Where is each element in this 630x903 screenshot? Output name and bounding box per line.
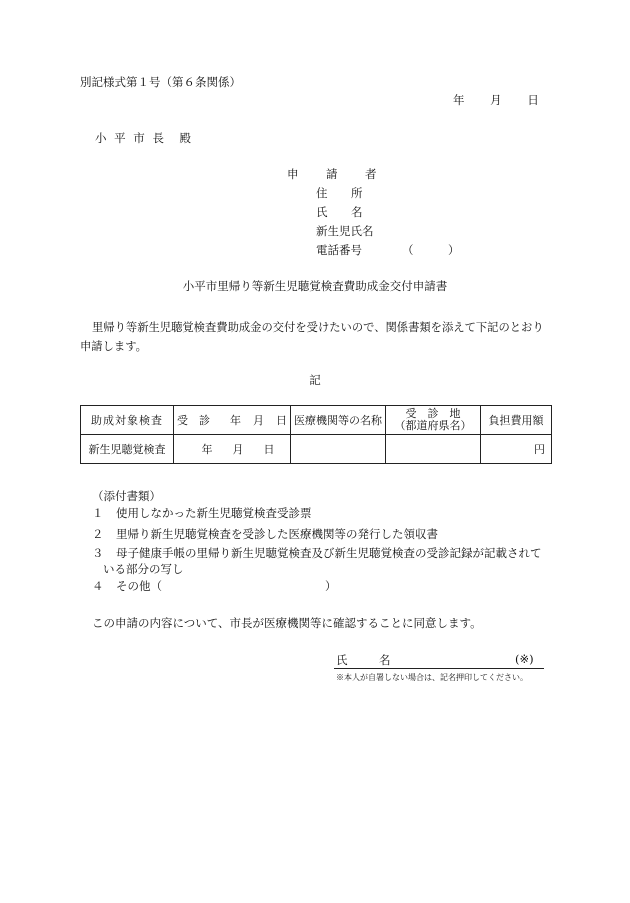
table-row <box>81 435 552 464</box>
form-id: 別記様式第１号（第６条関係） <box>80 75 241 89</box>
header-date-day: 日 <box>276 414 287 427</box>
attachment-item-2 <box>92 526 438 542</box>
attachment-num: ２ <box>92 527 104 541</box>
document-title: 小平市里帰り等新生児聴覚検査費助成金交付申請書 <box>182 279 448 293</box>
name-label: 氏 名 <box>316 205 369 219</box>
phone-label: 電話番号 <box>316 243 362 257</box>
header-exam: 助成対象検査 <box>81 406 174 435</box>
cell-date-year: 年 <box>201 443 213 456</box>
body-text: 里帰り等新生児聴覚検査費助成金の交付を受けたいので、関係書類を添えて下記のとおり申請します。 <box>80 321 544 353</box>
cell-facility[interactable] <box>291 435 386 464</box>
attachment-text: その他（ <box>116 579 162 593</box>
header-date-month: 月 <box>253 414 264 427</box>
phone-area-code: （ ） <box>402 243 460 257</box>
cell-exam: 新生児聴覚検査 <box>81 435 174 464</box>
header-location-line2: （都道府県名） <box>394 419 472 432</box>
cell-date-month: 月 <box>232 443 244 456</box>
applicant-label: 申 請 者 <box>287 167 385 181</box>
attachment-text: 母子健康手帳の里帰り新生児聴覚検査及び新生児聴覚検査の受診記録が記載されて <box>116 546 542 560</box>
attachment-text: 里帰り新生児聴覚検査を受診した医療機関等の発行した領収書 <box>116 527 438 541</box>
header-location <box>386 406 481 435</box>
cell-cost[interactable]: 円 <box>481 435 552 464</box>
application-table <box>80 405 552 464</box>
date-month-label: 月 <box>490 93 502 107</box>
attachment-num: ４ <box>92 579 104 593</box>
header-facility: 医療機関等の名称 <box>291 406 386 435</box>
cell-location[interactable] <box>386 435 481 464</box>
signature-note: ※本人が自署しない場合は、記名押印してください。 <box>336 673 528 682</box>
header-date-year: 年 <box>230 414 241 427</box>
date-line <box>453 92 539 108</box>
header-location-line1: 受 診 地 <box>405 407 461 420</box>
header-date-prefix: 受 診 <box>177 414 210 427</box>
date-year-label: 年 <box>453 93 465 107</box>
header-date <box>174 406 291 435</box>
attachment-num: １ <box>92 506 104 520</box>
newborn-name-label: 新生児氏名 <box>316 224 374 238</box>
attachment-item-1 <box>92 505 312 521</box>
other-close-paren: ） <box>325 579 337 593</box>
attachment-item-4 <box>92 578 162 594</box>
address-label: 住 所 <box>316 186 369 200</box>
date-day-label: 日 <box>527 93 539 107</box>
cell-date-day: 日 <box>263 443 275 456</box>
attachment-item-3-continued: いる部分の写し <box>103 562 184 576</box>
addressee: 小 平 市 長 殿 <box>95 131 193 145</box>
table-header-row <box>81 406 552 435</box>
signature-mark: (※) <box>515 652 534 666</box>
header-cost: 負担費用額 <box>481 406 552 435</box>
cell-date[interactable] <box>174 435 291 464</box>
attachment-text: 使用しなかった新生児聴覚検査受診票 <box>116 506 312 520</box>
ki-heading: 記 <box>309 373 321 387</box>
consent-text: この申請の内容について、市長が医療機関等に確認することに同意します。 <box>92 616 482 630</box>
attachments-heading: （添付書類） <box>92 489 161 503</box>
signature-name-label: 氏 名 <box>336 653 401 667</box>
attachment-item-3 <box>92 545 542 561</box>
attachment-num: ３ <box>92 546 104 560</box>
